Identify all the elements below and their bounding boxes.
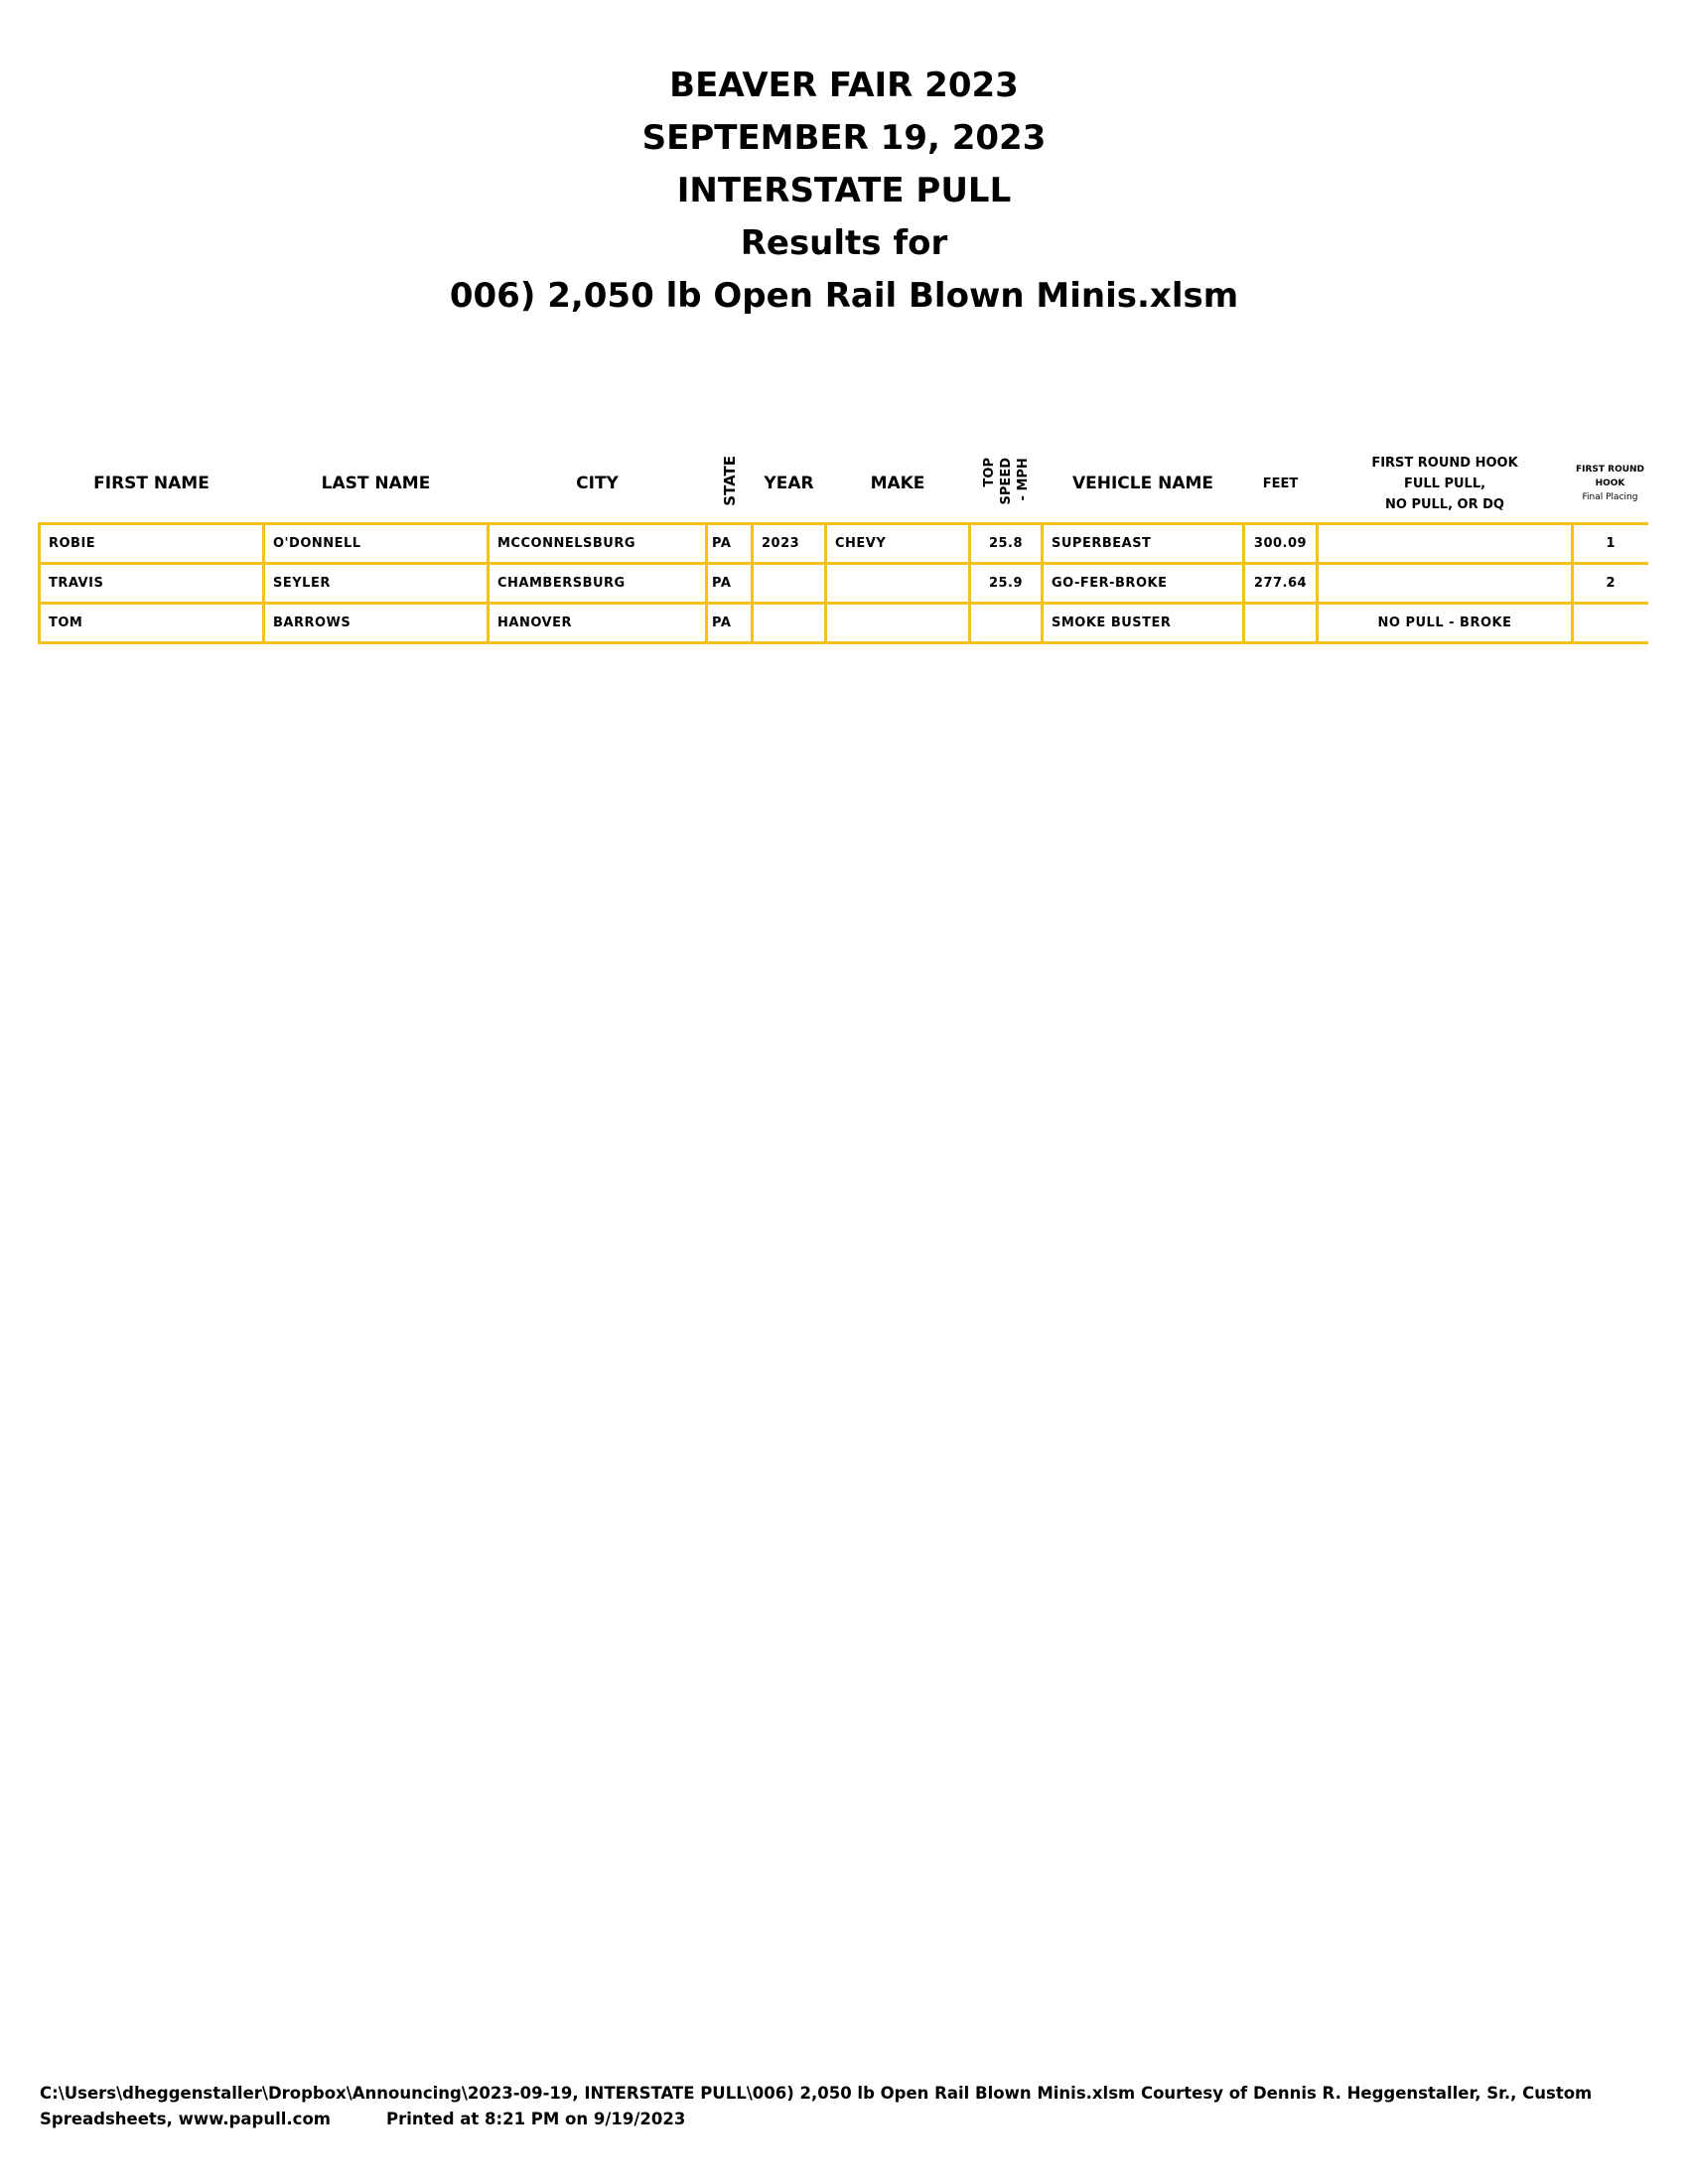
event-date: SEPTEMBER 19, 2023 (641, 118, 1047, 158)
cell-hook (1318, 524, 1573, 564)
cell-year: 2023 (753, 524, 826, 564)
cell-placing (1573, 604, 1648, 643)
col-year: YEAR (764, 474, 814, 493)
col-first-round-hook (1318, 445, 1573, 524)
cell-make (826, 564, 970, 604)
cell-make (826, 604, 970, 643)
results-label: Results for (740, 223, 948, 263)
top-speed-line1: TOP (981, 457, 997, 487)
class-file-name: 006) 2,050 lb Open Rail Blown Minis.xlsm (449, 276, 1239, 316)
cell-placing: 1 (1573, 524, 1648, 564)
cell-top-speed: 25.9 (970, 564, 1043, 604)
cell-last-name: BARROWS (264, 604, 489, 643)
cell-first-name: TRAVIS (40, 564, 264, 604)
table-row (40, 564, 1648, 604)
footer-second-line (40, 2107, 1648, 2132)
cell-feet (1244, 604, 1318, 643)
footer-website: Spreadsheets, www.papull.com (40, 2110, 331, 2128)
col-top-speed (970, 445, 1043, 524)
footer-file-path: C:\Users\dheggenstaller\Dropbox\Announcing\2023-09-19, INTERSTATE PULL\006) 2,050 lb Open Rail Blown Minis.xlsm Courtesy of Dennis R. Heggenstaller, Sr., Custom (40, 2084, 1593, 2103)
cell-first-name: ROBIE (40, 524, 264, 564)
hook-header-line1: FIRST ROUND HOOK (1371, 455, 1518, 471)
cell-state: PA (707, 604, 753, 643)
table-row (40, 604, 1648, 643)
cell-vehicle-name: SUPERBEAST (1043, 524, 1244, 564)
event-title: BEAVER FAIR 2023 (669, 66, 1019, 105)
col-make: MAKE (870, 474, 925, 493)
results-table (38, 445, 1648, 644)
cell-placing: 2 (1573, 564, 1648, 604)
cell-state: PA (707, 524, 753, 564)
cell-city: CHAMBERSBURG (489, 564, 707, 604)
cell-top-speed: 25.8 (970, 524, 1043, 564)
cell-top-speed (970, 604, 1043, 643)
cell-feet: 277.64 (1244, 564, 1318, 604)
cell-hook: NO PULL - BROKE (1318, 604, 1573, 643)
col-city: CITY (576, 474, 619, 493)
col-state-text: STATE (720, 456, 739, 506)
cell-hook (1318, 564, 1573, 604)
cell-make: CHEVY (826, 524, 970, 564)
cell-year (753, 604, 826, 643)
col-state-label (720, 456, 739, 511)
placing-header-line1: FIRST ROUND (1575, 465, 1645, 475)
col-vehicle-name: VEHICLE NAME (1071, 474, 1214, 493)
cell-feet: 300.09 (1244, 524, 1318, 564)
col-state (707, 445, 753, 524)
cell-city: MCCONNELSBURG (489, 524, 707, 564)
cell-last-name: SEYLER (264, 564, 489, 604)
footer-printed-time: Printed at 8:21 PM on 9/19/2023 (385, 2110, 686, 2128)
col-feet: FEET (1262, 476, 1299, 491)
page-footer (40, 2081, 1648, 2132)
table-header-row (40, 445, 1648, 524)
page-header (0, 60, 1688, 323)
placing-header-line3: Final Placing (1582, 492, 1638, 502)
event-name: INTERSTATE PULL (676, 171, 1012, 210)
top-speed-line2: SPEED (998, 457, 1014, 505)
cell-year (753, 564, 826, 604)
table-row (40, 524, 1648, 564)
cell-last-name: O'DONNELL (264, 524, 489, 564)
hook-header-line2: FULL PULL, (1403, 476, 1486, 491)
top-speed-line3: - MPH (1015, 457, 1031, 501)
cell-vehicle-name: GO-FER-BROKE (1043, 564, 1244, 604)
hook-header-line3: NO PULL, OR DQ (1384, 496, 1504, 512)
cell-vehicle-name: SMOKE BUSTER (1043, 604, 1244, 643)
col-first-name: FIRST NAME (93, 474, 210, 493)
col-final-placing (1573, 445, 1648, 524)
cell-state: PA (707, 564, 753, 604)
col-last-name: LAST NAME (321, 474, 431, 493)
cell-first-name: TOM (40, 604, 264, 643)
cell-city: HANOVER (489, 604, 707, 643)
col-top-speed-label (981, 458, 1032, 504)
placing-header-line2: HOOK (1595, 478, 1625, 488)
